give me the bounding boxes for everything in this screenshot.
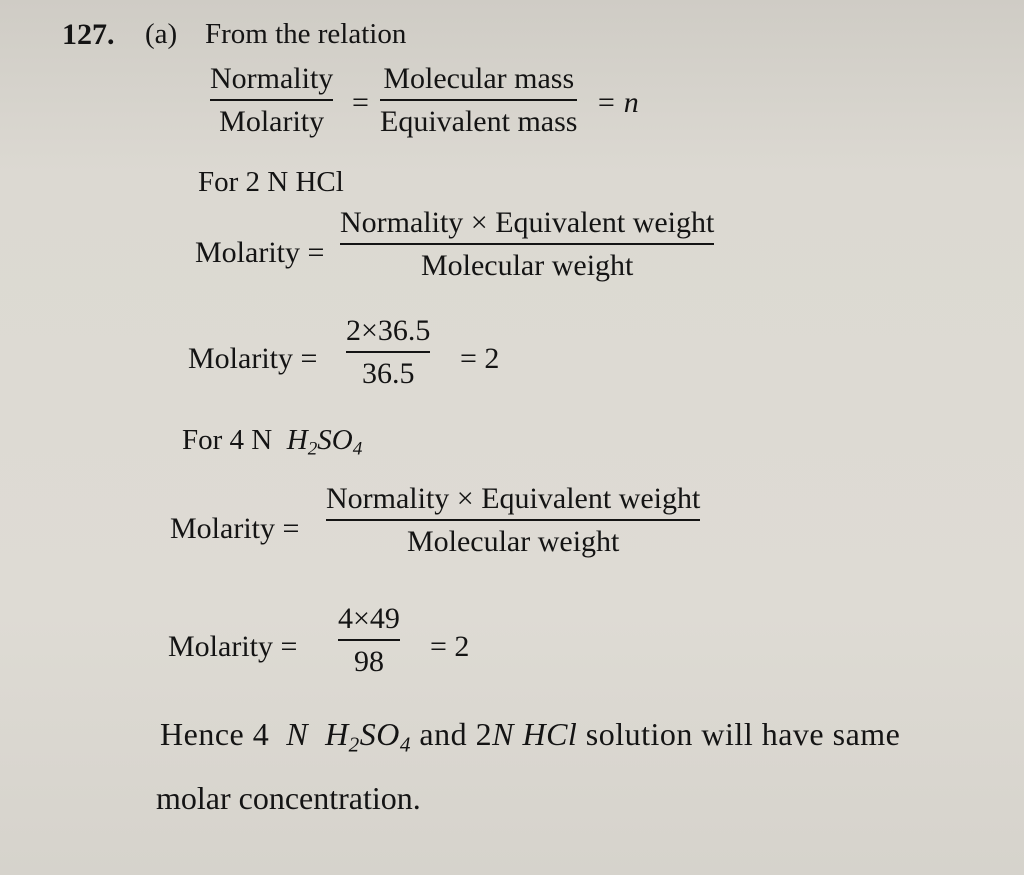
fraction-bar [338, 639, 400, 641]
h2so4-calc-lhs: Molarity = [168, 630, 298, 663]
hcl-calc-result: = 2 [460, 342, 500, 375]
relation-fraction-left [210, 62, 333, 139]
fraction-bar [340, 243, 714, 245]
hcl-formula-lhs: Molarity = [195, 236, 325, 269]
equals-sign: = [352, 86, 369, 119]
hcl-heading: For 2 N HCl [198, 166, 344, 198]
conclusion-hcl-symbol: N HCl [492, 716, 578, 752]
hcl-calc-fraction [346, 314, 430, 391]
conclusion-end: solution will have same [585, 716, 901, 752]
h2so4-formula-denominator: Molecular weight [406, 524, 620, 558]
fraction-bar [326, 519, 700, 521]
hcl-calc-numerator: 2×36.5 [346, 314, 431, 347]
intro-text: From the relation [205, 18, 407, 50]
relation-fraction-right [380, 62, 577, 139]
relation-result: = n [596, 86, 639, 119]
hcl-calc-lhs: Molarity = [188, 342, 318, 375]
h2so4-heading-prefix: For 4 N [182, 424, 273, 456]
conclusion-start: Hence 4 [160, 716, 270, 752]
conclusion-line-1 [160, 714, 900, 758]
h2so4-calc-denominator: 98 [353, 644, 384, 678]
option-label: (a) [145, 18, 178, 50]
relation-numerator-molecular-mass: Molecular mass [383, 62, 575, 95]
conclusion-h2so4-symbol: N $H_2SO_4$ [277, 716, 411, 757]
fraction-bar [346, 351, 430, 353]
h2so4-calc-fraction [338, 602, 400, 679]
relation-denominator-equivalent-mass: Equivalent mass [380, 104, 578, 138]
hcl-formula-denominator: Molecular weight [420, 248, 634, 282]
conclusion-mid: and 2 [419, 716, 493, 752]
h2so4-formula-numerator: Normality × Equivalent weight [326, 482, 701, 515]
hcl-formula-numerator: Normality × Equivalent weight [340, 206, 715, 239]
conclusion-line-2: molar concentration. [156, 780, 421, 816]
relation-numerator-normality: Normality [210, 62, 334, 95]
h2so4-heading [182, 424, 362, 461]
hcl-calc-denominator: 36.5 [361, 356, 415, 390]
h2so4-formula-symbol: $H_2SO_4$ [279, 424, 363, 460]
problem-number: 127. [62, 18, 115, 51]
fraction-bar [380, 99, 577, 101]
h2so4-calc-numerator: 4×49 [338, 602, 400, 635]
h2so4-formula-lhs: Molarity = [170, 512, 300, 545]
relation-denominator-molarity: Molarity [219, 104, 325, 138]
hcl-formula-fraction [340, 206, 714, 283]
h2so4-calc-result: = 2 [430, 630, 470, 663]
h2so4-formula-fraction [326, 482, 700, 559]
fraction-bar [210, 99, 333, 101]
